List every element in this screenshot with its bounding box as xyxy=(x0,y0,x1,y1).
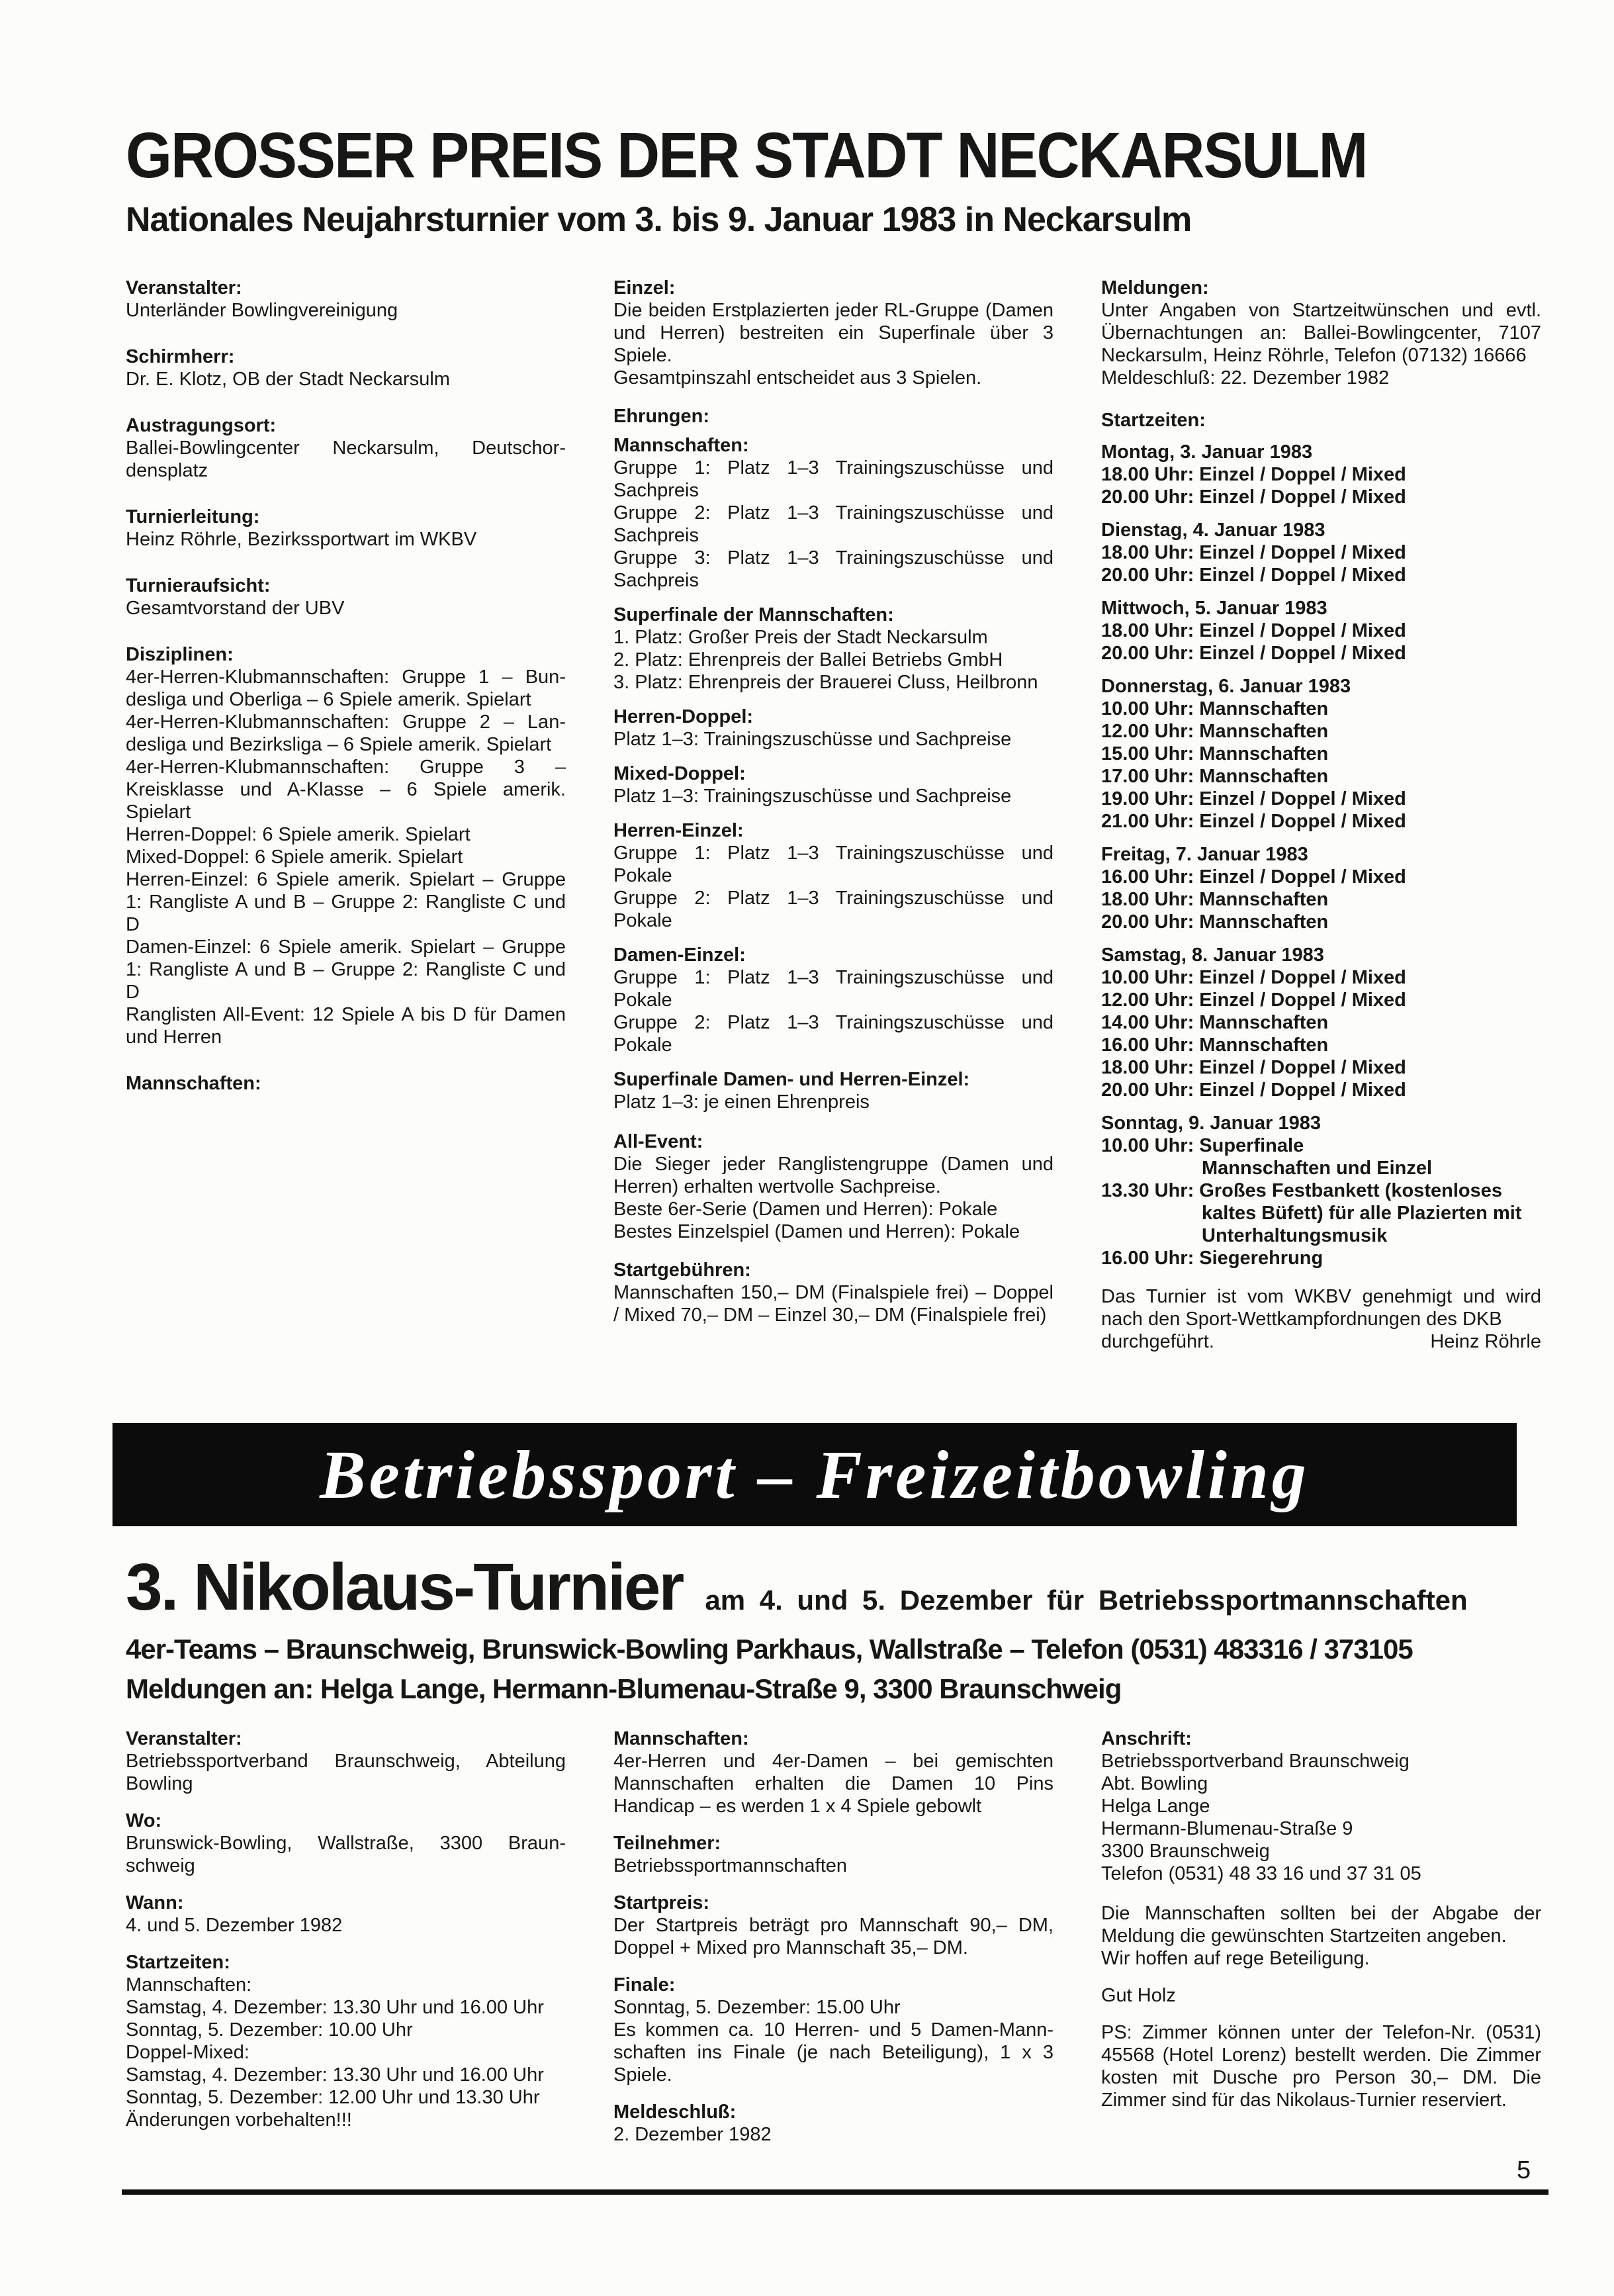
block-mixed-doppel xyxy=(613,762,1054,807)
prize-line: Gruppe 2: Platz 1–3 Trainingszuschüsse und Sachpreis xyxy=(613,502,1054,547)
block-text: Brunswick-Bowling, Wallstraße, 3300 Braunschweig xyxy=(126,1833,566,1877)
block-text: Unter Angaben von Startzeitwünschen und evtl. Übernachtungen an: Ballei-Bowlingcenter, 7107 Neckarsulm, Heinz Röhrle, Telefon (07132) 16666 xyxy=(1101,300,1541,367)
tournament2-subtitle-1: 4er-Teams – Braunschweig, Brunswick-Bowling Parkhaus, Wallstraße – Telefon (0531) 483316 / 373105 xyxy=(126,1633,1413,1665)
block-label: Teilnehmer: xyxy=(613,1833,721,1855)
start-line: Sonntag, 5. Dezember: 12.00 Uhr und 13.30 Uhr xyxy=(126,2087,540,2109)
block-text: Bestes Einzelspiel (Damen und Herren): Pokale xyxy=(613,1221,1020,1243)
schedule-time: 14.00 Uhr: Mannschaften xyxy=(1101,1012,1329,1034)
block-label: Austragungsort: xyxy=(126,415,277,437)
discipline-item: Ranglisten All-Event: 12 Spiele A bis D für Damen und Herren xyxy=(126,1004,566,1048)
block-sonderwertung xyxy=(126,1072,566,1095)
schedule-time: 12.00 Uhr: Mannschaften xyxy=(1101,721,1329,743)
block-ps xyxy=(1101,2021,1541,2111)
block-hinweis xyxy=(1101,1902,1541,1970)
prize-line: Platz 1–3: je einen Ehrenpreis xyxy=(613,1091,870,1113)
prize-line: Gruppe 3: Platz 1–3 Trainingszuschüsse und Sachpreis xyxy=(613,547,1054,592)
block-text: Gesamtvorstand der UBV xyxy=(126,598,345,620)
block-damen-einzel xyxy=(613,944,1054,1056)
greeting-text: Gut Holz xyxy=(1101,1985,1176,2007)
tournament1-body xyxy=(126,277,1542,1389)
address-line: Abt. Bowling xyxy=(1101,1773,1208,1795)
prize-line: Platz 1–3: Trainingszuschüsse und Sachpreise xyxy=(613,729,1012,751)
block-label: Mannschaften: xyxy=(126,1073,261,1095)
block-label: Startzeiten: xyxy=(126,1952,230,1974)
block-label: Turnieraufsicht: xyxy=(126,575,271,597)
schedule-time: 18.00 Uhr: Einzel / Doppel / Mixed xyxy=(1101,620,1406,642)
schedule-day-samstag xyxy=(1101,944,1541,1101)
block-label: Startgebühren: xyxy=(613,1260,751,1281)
block-turnierleitung xyxy=(126,506,566,551)
tournament2-column-1 xyxy=(126,1727,566,2143)
block-label: Meldungen: xyxy=(1101,277,1209,299)
block-finale xyxy=(613,1974,1054,2086)
approval-note xyxy=(1101,1285,1541,1353)
block-text: Mannschaften 150,– DM (Finalspiele frei) – Doppel / Mixed 70,– DM – Einzel 30,– DM (Finalspiele frei) xyxy=(613,1282,1054,1326)
start-line: Samstag, 4. Dezember: 13.30 Uhr und 16.00 Uhr xyxy=(126,2064,544,2086)
block-label: Superfinale Damen- und Herren-Einzel: xyxy=(613,1069,970,1091)
tournament2-title: 3. Nikolaus-Turnier xyxy=(126,1550,683,1625)
schedule-time: 20.00 Uhr: Einzel / Doppel / Mixed xyxy=(1101,565,1406,586)
block-meldeschluss-2 xyxy=(613,2101,1054,2146)
block-gruss xyxy=(1101,1984,1541,2007)
schedule-day-label: Sonntag, 9. Januar 1983 xyxy=(1101,1113,1322,1134)
schedule-time: 18.00 Uhr: Einzel / Doppel / Mixed xyxy=(1101,464,1406,486)
prize-line: Gruppe 1: Platz 1–3 Trainingszuschüsse und Sachpreis xyxy=(613,457,1054,502)
schedule-day-sonntag xyxy=(1101,1112,1541,1269)
block-austragungsort xyxy=(126,414,566,482)
block-teilnehmer xyxy=(613,1832,1054,1877)
block-wo xyxy=(126,1810,566,1877)
block-label: Meldeschluß: xyxy=(613,2101,737,2123)
block-text: Es kommen ca. 10 Herren- und 5 Damen-Mannschaften ins Finale (je nach Beteiligung), 1 x 3 Spiele. xyxy=(613,2019,1054,2086)
schedule-time: 18.00 Uhr: Einzel / Doppel / Mixed xyxy=(1101,542,1406,564)
block-startzeiten xyxy=(1101,409,1541,432)
footer-rule xyxy=(122,2189,1548,2195)
block-veranstalter xyxy=(126,277,566,322)
block-label: Startpreis: xyxy=(613,1892,710,1914)
start-line: Samstag, 4. Dezember: 13.30 Uhr und 16.00 Uhr xyxy=(126,1997,544,2019)
schedule-time: 20.00 Uhr: Einzel / Doppel / Mixed xyxy=(1101,643,1406,665)
schedule-time: 16.00 Uhr: Siegerehrung xyxy=(1101,1248,1323,1269)
block-label: Ehrungen: xyxy=(613,406,709,428)
schedule-day-label: Dienstag, 4. Januar 1983 xyxy=(1101,520,1325,541)
block-turnieraufsicht xyxy=(126,574,566,620)
block-text: Betriebssportverband Braunschweig, Abteilung Bowling xyxy=(126,1751,566,1795)
tournament1-column-2 xyxy=(613,277,1054,1338)
block-text: Der Startpreis beträgt pro Mannschaft 90,– DM, Doppel + Mixed pro Mannschaft 35,– DM. xyxy=(613,1915,1054,1959)
tournament1-column-3 xyxy=(1101,277,1541,1353)
discipline-item: 4er-Herren-Klubmannschaften: Gruppe 3 – Kreisklasse und A-Klasse – 6 Spiele amerik. Spielart xyxy=(126,757,566,823)
schedule-day-freitag xyxy=(1101,843,1541,933)
tournament1-column-1 xyxy=(126,277,566,1119)
schedule-day-montag xyxy=(1101,441,1541,508)
block-label: Mannschaften: xyxy=(613,435,749,457)
schedule-time-continuation: Mannschaften und Einzel xyxy=(1202,1158,1433,1179)
address-line: Helga Lange xyxy=(1101,1796,1210,1817)
tournament2-column-2 xyxy=(613,1727,1054,2158)
prize-line: Gruppe 1: Platz 1–3 Trainingszuschüsse und Pokale xyxy=(613,843,1054,887)
block-schirmherr xyxy=(126,345,566,390)
banner-text: Betriebssport – Freizeitbowling xyxy=(320,1436,1310,1513)
block-text: Betriebssportmannschaften xyxy=(613,1855,848,1877)
block-superfinale-einzel xyxy=(613,1068,1054,1113)
start-line: Doppel-Mixed: xyxy=(126,2042,249,2064)
tournament2-title-tail: am 4. und 5. Dezember für Betriebssportmannschaften xyxy=(705,1584,1468,1616)
block-text: Dr. E. Klotz, OB der Stadt Neckarsulm xyxy=(126,369,450,390)
prize-line: 1. Platz: Großer Preis der Stadt Neckarsulm xyxy=(613,627,988,649)
schedule-time: 18.00 Uhr: Einzel / Doppel / Mixed xyxy=(1101,1057,1406,1079)
schedule-day-label: Montag, 3. Januar 1983 xyxy=(1101,441,1313,463)
schedule-time: 21.00 Uhr: Einzel / Doppel / Mixed xyxy=(1101,811,1406,833)
block-label: Veranstalter: xyxy=(126,277,242,299)
block-ehrungen-mannschaften xyxy=(613,434,1054,592)
schedule-day-label: Freitag, 7. Januar 1983 xyxy=(1101,844,1308,866)
block-label: Anschrift: xyxy=(1101,1728,1192,1750)
tournament2-column-3 xyxy=(1101,1727,1541,2123)
block-label: Wo: xyxy=(126,1810,162,1832)
block-wann xyxy=(126,1892,566,1937)
block-ehrungen xyxy=(613,405,1054,428)
ps-text: PS: Zimmer können unter der Telefon-Nr. (0531) 45568 (Hotel Lorenz) bestellt werden. Die Zimmer kosten mit Dusche pro Person 30,– DM. Die Zimmer sind für das Nikolaus-Turnier reserviert. xyxy=(1101,2022,1541,2111)
signature: Heinz Röhrle xyxy=(1430,1331,1541,1353)
block-all-event xyxy=(613,1130,1054,1243)
schedule-day-label: Donnerstag, 6. Januar 1983 xyxy=(1101,676,1351,698)
block-startgebuehren xyxy=(613,1259,1054,1326)
schedule-time: 20.00 Uhr: Mannschaften xyxy=(1101,911,1329,933)
block-veranstalter-2 xyxy=(126,1727,566,1795)
block-anschrift xyxy=(1101,1727,1541,1885)
discipline-item: Herren-Einzel: 6 Spiele amerik. Spielart – Gruppe 1: Rangliste A und B – Gruppe 2: Rangliste C und D xyxy=(126,869,566,936)
block-label: Schirmherr: xyxy=(126,346,235,368)
block-superfinale-mannschaften xyxy=(613,604,1054,694)
tournament2-body xyxy=(126,1727,1542,2158)
schedule-time: 15.00 Uhr: Mannschaften xyxy=(1101,743,1329,765)
block-label: Veranstalter: xyxy=(126,1728,242,1750)
schedule-time: 10.00 Uhr: Mannschaften xyxy=(1101,698,1329,720)
prize-line: 3. Platz: Ehrenpreis der Brauerei Cluss, Heilbronn xyxy=(613,672,1038,694)
block-label: Mannschaften: xyxy=(613,1728,749,1750)
schedule-day-dienstag xyxy=(1101,519,1541,586)
tournament1-subtitle: Nationales Neujahrsturnier vom 3. bis 9. Januar 1983 in Neckarsulm xyxy=(126,201,1192,240)
approval-last-line xyxy=(1101,1330,1541,1353)
prize-line: 2. Platz: Ehrenpreis der Ballei Betriebs GmbH xyxy=(613,649,1003,671)
schedule-time: 10.00 Uhr: Einzel / Doppel / Mixed xyxy=(1101,967,1406,989)
start-line: Änderungen vorbehalten!!! xyxy=(126,2109,352,2131)
meldeschluss-line: Meldeschluß: 22. Dezember 1982 xyxy=(1101,367,1390,389)
block-label: Herren-Doppel: xyxy=(613,706,754,728)
block-meldungen xyxy=(1101,277,1541,389)
schedule-time: 12.00 Uhr: Einzel / Doppel / Mixed xyxy=(1101,989,1406,1011)
discipline-item: Herren-Doppel: 6 Spiele amerik. Spielart xyxy=(126,824,471,846)
block-einzel xyxy=(613,277,1054,389)
start-line: Sonntag, 5. Dezember: 10.00 Uhr xyxy=(126,2019,413,2041)
schedule-time: 20.00 Uhr: Einzel / Doppel / Mixed xyxy=(1101,1079,1406,1101)
schedule-time: 18.00 Uhr: Mannschaften xyxy=(1101,889,1329,911)
block-text: Die beiden Erstplazierten jeder RL-Gruppe (Damen und Herren) bestreiten ein Superfinale über 3 Spiele. xyxy=(613,300,1054,367)
block-text: 4. und 5. Dezember 1982 xyxy=(126,1915,343,1937)
block-herren-doppel xyxy=(613,706,1054,751)
address-line: Telefon (0531) 48 33 16 und 37 31 05 xyxy=(1101,1863,1421,1885)
block-text: Beste 6er-Serie (Damen und Herren): Pokale xyxy=(613,1199,998,1220)
prize-line: Gruppe 2: Platz 1–3 Trainingszuschüsse und Pokale xyxy=(613,888,1054,932)
prize-line: Gruppe 1: Platz 1–3 Trainingszuschüsse und Pokale xyxy=(613,967,1054,1011)
discipline-item: Damen-Einzel: 6 Spiele amerik. Spielart – Gruppe 1: Rangliste A und B – Gruppe 2: Rangliste C und D xyxy=(126,937,566,1003)
block-label: Wann: xyxy=(126,1892,184,1914)
prize-line: Platz 1–3: Trainingszuschüsse und Sachpreise xyxy=(613,786,1012,807)
block-text: Wir hoffen auf rege Beteiligung. xyxy=(1101,1948,1370,1970)
discipline-item: 4er-Herren-Klubmannschaften: Gruppe 1 – Bundesliga und Oberliga – 6 Spiele amerik. Spielart xyxy=(126,666,566,711)
schedule-day-mittwoch xyxy=(1101,597,1541,665)
block-text: Die Sieger jeder Ranglistengruppe (Damen und Herren) erhalten wertvolle Sachpreise. xyxy=(613,1154,1054,1198)
tournament2-heading xyxy=(126,1550,1542,1625)
schedule-time: 16.00 Uhr: Einzel / Doppel / Mixed xyxy=(1101,866,1406,888)
block-text: 2. Dezember 1982 xyxy=(613,2124,772,2146)
block-label: Superfinale der Mannschaften: xyxy=(613,604,894,626)
block-text: Ballei-Bowlingcenter Neckarsulm, Deutschordensplatz xyxy=(126,437,566,482)
tournament2-subtitle-2: Meldungen an: Helga Lange, Hermann-Blumenau-Straße 9, 3300 Braunschweig xyxy=(126,1673,1122,1705)
schedule-time: 10.00 Uhr: Superfinale xyxy=(1101,1135,1304,1157)
block-label: All-Event: xyxy=(613,1131,703,1153)
block-startzeiten-2 xyxy=(126,1951,566,2131)
approval-text: Das Turnier ist vom WKBV genehmigt und wird nach den Sport-Wettkampfordnungen des DKB xyxy=(1101,1286,1541,1330)
schedule-day-label: Samstag, 8. Januar 1983 xyxy=(1101,944,1324,966)
schedule-day-label: Mittwoch, 5. Januar 1983 xyxy=(1101,598,1327,620)
discipline-item: 4er-Herren-Klubmannschaften: Gruppe 2 – Landesliga und Bezirksliga – 6 Spiele amerik. Spielart xyxy=(126,712,566,756)
prize-line: Gruppe 2: Platz 1–3 Trainingszuschüsse und Pokale xyxy=(613,1012,1054,1056)
address-line: 3300 Braunschweig xyxy=(1101,1841,1270,1862)
block-text: 4er-Herren und 4er-Damen – bei gemischten Mannschaften erhalten die Damen 10 Pins Handicap – es werden 1 x 4 Spiele gebowlt xyxy=(613,1751,1054,1817)
block-text: Heinz Röhrle, Bezirkssportwart im WKBV xyxy=(126,529,477,551)
schedule-time: 13.30 Uhr: Großes Festbankett (kostenloses kaltes Büfett) für alle Plazierten mit Unterhaltungsmusik xyxy=(1101,1180,1522,1247)
discipline-item: Mixed-Doppel: 6 Spiele amerik. Spielart xyxy=(126,847,463,868)
block-text: Die Mannschaften sollten bei der Abgabe der Meldung die gewünschten Startzeiten angeben. xyxy=(1101,1903,1541,1947)
address-line: Hermann-Blumenau-Straße 9 xyxy=(1101,1818,1353,1840)
block-startpreis xyxy=(613,1892,1054,1959)
block-label: Disziplinen: xyxy=(126,644,234,666)
block-mannschaften-2 xyxy=(613,1727,1054,1817)
schedule-time: 16.00 Uhr: Mannschaften xyxy=(1101,1034,1329,1056)
schedule-time: 17.00 Uhr: Mannschaften xyxy=(1101,766,1329,788)
block-text: Unterländer Bowlingvereinigung xyxy=(126,300,398,322)
block-label: Turnierleitung: xyxy=(126,506,260,528)
block-label: Finale: xyxy=(613,1974,676,1996)
section-banner xyxy=(112,1423,1517,1526)
block-label: Startzeiten: xyxy=(1101,410,1206,432)
block-disziplinen xyxy=(126,643,566,1048)
block-label: Herren-Einzel: xyxy=(613,820,744,842)
block-label: Mixed-Doppel: xyxy=(613,763,746,785)
schedule-time: 19.00 Uhr: Einzel / Doppel / Mixed xyxy=(1101,788,1406,810)
block-text: Sonntag, 5. Dezember: 15.00 Uhr xyxy=(613,1997,901,2019)
approval-text-end: durchgeführt. xyxy=(1101,1331,1214,1353)
block-label: Einzel: xyxy=(613,277,676,299)
page-number: 5 xyxy=(1517,2156,1531,2184)
tournament1-title: GROSSER PREIS DER STADT NECKARSULM xyxy=(126,120,1367,192)
schedule-day-donnerstag xyxy=(1101,675,1541,833)
address-line: Betriebssportverband Braunschweig xyxy=(1101,1751,1410,1772)
block-label: Damen-Einzel: xyxy=(613,944,746,966)
schedule-time: 20.00 Uhr: Einzel / Doppel / Mixed xyxy=(1101,486,1406,508)
block-herren-einzel xyxy=(613,819,1054,932)
start-line: Mannschaften: xyxy=(126,1974,252,1996)
block-text: Gesamtpinszahl entscheidet aus 3 Spielen. xyxy=(613,367,982,389)
